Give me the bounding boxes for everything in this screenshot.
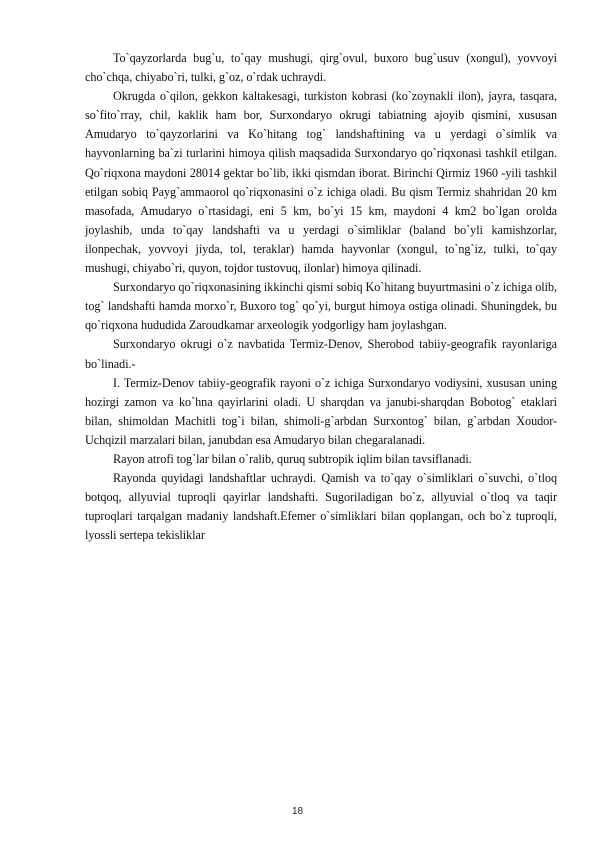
paragraph-termiz-denov-rayon: I. Termiz-Denov tabiiy-geografik rayoni o`z ichiga Surxondaryo vodiysini, xususan uning hozirgi zamon va ko`hna qayirlarini oladi. U sharqdan va janubi-sharqdan Bobotog` etaklari bilan, shimoldan Machitli tog`i bilan, shimoli-g`arbdan Surxontog` bilan, g`arbdan Xoudor-Uchqizil marzalari bilan, janubdan esa Amudaryo bilan chegaralanadi.	[85, 375, 557, 447]
paragraph-tuqay-fauna: To`qayzorlarda bug`u, to`qay mushugi, qirg`ovul, buxoro bug`usuv (xongul), yovvoyi cho`chqa, chiyabo`ri, tulki, g`oz, o`rdak uchraydi.	[85, 51, 557, 85]
paragraph-surxondaryo-reserve: Okrugda o`qilon, gekkon kaltakesagi, turkiston kobrasi (ko`zoynakli ilon), jayra, tasqara, so`fito`rray, chil, kaklik ham bor, Surxondaryo okrugi tabiatning ajoyib qismini, xususan Amudaryo to`qayzorlarini va Ko`hitang tog` landshaftining va u yerdagi o`simlik va hayvonlarning ba`zi turlarini himoya qilish maqsadida Surxondaryo qo`riqxonasi tashkil etilgan. Qo`riqxona maydoni 28014 gektar bo`lib, ikki qismdan iborat. Birinchi Qirmiz 1960 -yili tashkil etilgan sobiq Payg`ammaorol qo`riqxonasini o`z ichiga oladi. Bu qism Termiz shahridan 20 km masofada, Amudaryo o`rtasidagi, eni 5 km, bo`yi 15 km, maydoni 4 km2 bo`lgan orolda joylashib, unda to`qay landshafti va u yerdagi o`simliklar (baland bo`yli kamishzorlar, ilonpechak, yovvoyi jiyda, tol, teraklar) hamda hayvonlar (xongul, to`ng`iz, tulki, to`qay mushugi, chiyabo`ri, quyon, tojdor tustovuq, ilonlar) himoya qilinadi.	[85, 89, 557, 276]
document-page	[85, 49, 557, 545]
paragraph-climate: Rayon atrofi tog`lar bilan o`ralib, quruq subtropik iqlim bilan tavsiflanadi.	[113, 451, 472, 466]
paragraph-okrug-division: Surxondaryo okrugi o`z navbatida Termiz-Denov, Sherobod tabiiy-geografik rayonlariga bo`linadi.-	[85, 337, 557, 371]
paragraph-kohitang-part: Surxondaryo qo`riqxonasining ikkinchi qismi sobiq Ko`hitang buyurtmasini o`z ichiga olib, tog` landshafti hamda morxo`r, Buxoro tog` qo`yi, burgut himoya ostiga olinadi. Shuningdek, bu qo`riqxona hududida Zaroudkamar arxeologik yodgorligy ham joylashgan.	[85, 280, 557, 333]
paragraph-landscapes: Rayonda quyidagi landshaftlar uchraydi. Qamish va to`qay o`simliklari o`suvchi, o`tloq botqoq, allyuvial tuproqli qayirlar landshafti. Sugoriladigan bo`z, allyuvial o`tloq va taqir tuproqlari tarqalgan madaniy landshaft.Efemer o`simliklari bilan qoplangan, och bo`z tuproqli, lyossli sertepa tekisliklar	[85, 471, 557, 543]
page-number: 18	[291, 806, 304, 817]
